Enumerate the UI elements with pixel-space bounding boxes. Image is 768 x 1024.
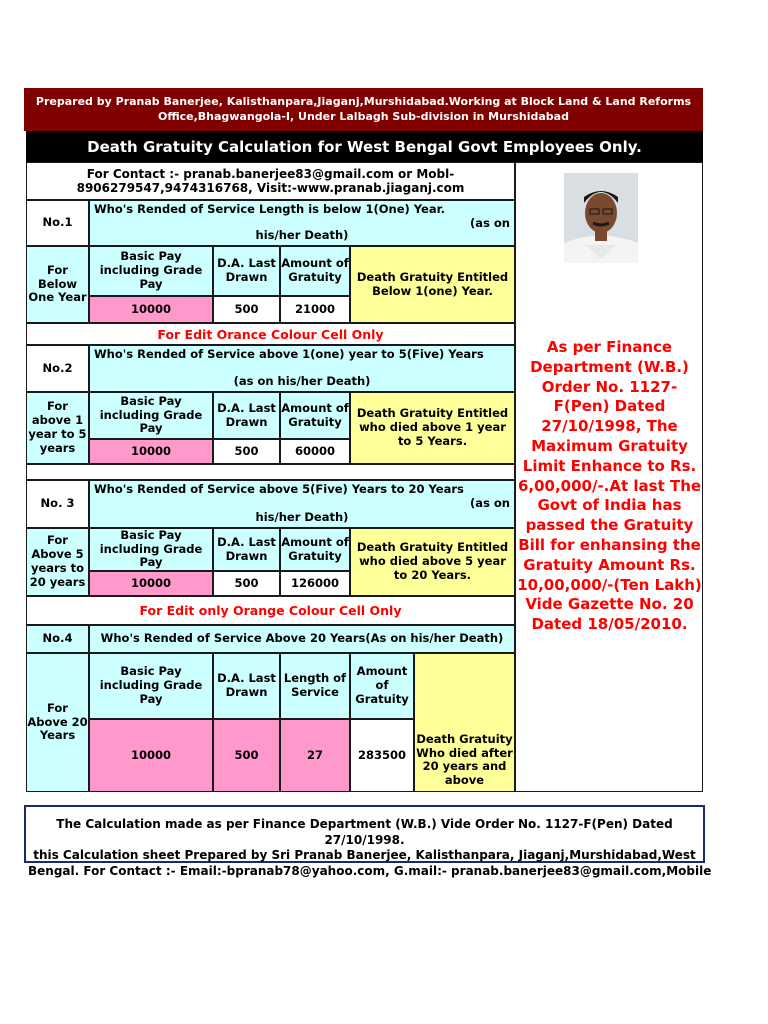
section3-basic-pay-value: 10000: [130, 575, 171, 590]
section2-amount-header: [280, 392, 350, 439]
spacer-row: [26, 464, 515, 480]
section1-basic-pay-header: [89, 246, 213, 296]
section1-entitled-text: Death Gratuity Entitled Below 1(one) Year.: [356, 269, 509, 298]
basic-pay-label: Basic Pay including Grade Pay: [99, 664, 203, 706]
title-text: Death Gratuity Calculation for West Bengal Govt Employees Only.: [87, 137, 642, 156]
da-label: D.A. Last Drawn: [217, 534, 276, 563]
section1-entitled: [350, 246, 515, 323]
section2-number-text: No.2: [42, 360, 73, 375]
section4-basic-pay-value: 10000: [130, 747, 171, 762]
da-label: D.A. Last Drawn: [217, 400, 276, 429]
section3-da-header: [213, 528, 280, 571]
section4-amount-text: 283500: [357, 747, 406, 762]
da-label: D.A. Last Drawn: [217, 256, 276, 284]
section1-number-text: No.1: [42, 215, 73, 230]
section4-length-input[interactable]: [280, 719, 350, 792]
contact-line-2: 8906279547,9474316768, Visit:-www.pranab.jiaganj.com: [76, 181, 465, 195]
finance-note-text: As per Finance Department (W.B.) Order No. 1127-F(Pen) Dated 27/10/1998, The Maximum Gratuity Limit Enhance to Rs. 6,00,000/-.At last The Govt of India has passed the Gratuity Bill for enhansing the Gratuity Amount Rs. 10,00,000/-(Ten Lakh) Vide Gazette No. 20 Dated 18/05/2010.: [517, 338, 702, 634]
section3-heading: [89, 480, 515, 528]
employee-photo: [564, 173, 638, 263]
section4-row-label: [26, 653, 89, 792]
section2-amount-value: [280, 439, 350, 464]
section2-basic-pay-input[interactable]: [89, 439, 213, 464]
section3-amount-value: [280, 571, 350, 596]
section1-row-label: [26, 246, 89, 323]
da-label: D.A. Last Drawn: [217, 671, 276, 699]
section1-heading-right: (as on: [470, 216, 510, 230]
section3-number-text: No. 3: [40, 496, 75, 511]
finance-note: [516, 338, 703, 634]
contact-line-1: For Contact :- pranab.banerjee83@gmail.com or Mobl-: [86, 166, 455, 181]
section4-entitled: [414, 653, 515, 792]
section1-heading-center: his/her Death): [255, 228, 349, 243]
section2-heading-center: (as on his/her Death): [233, 374, 371, 389]
section4-heading: [89, 625, 515, 653]
footer-line-2: this Calculation sheet Prepared by Sri Pranab Banerjee, Kalisthanpara, Jiaganj,Murshidabad,West: [33, 848, 696, 863]
section1-heading: [89, 200, 515, 246]
section4-basic-pay-header: [89, 653, 213, 719]
basic-pay-label: Basic Pay including Grade Pay: [99, 249, 203, 291]
section3-basic-pay-header: [89, 528, 213, 571]
section2-number: [26, 345, 89, 392]
section4-length-text: 27: [306, 747, 323, 762]
section2-amount-text: 60000: [294, 443, 335, 458]
page-title: [26, 131, 703, 162]
section4-row-label-text: For Above 20 Years: [27, 700, 88, 743]
footer-line-1: The Calculation made as per Finance Department (W.B.) Vide Order No. 1127-F(Pen) Dated 27/10/1998.: [56, 817, 673, 847]
section4-basic-pay-input[interactable]: [89, 719, 213, 792]
section3-entitled: [350, 528, 515, 596]
section1-amount-header: [280, 246, 350, 296]
section3-row-label-text: For Above 5 years to 20 years: [29, 533, 86, 589]
section2-heading: [89, 345, 515, 392]
section1-da-text: 500: [234, 301, 259, 316]
section4-da-text: 500: [234, 747, 259, 762]
edit-note-2-text: For Edit only Orange Colour Cell Only: [139, 603, 402, 618]
section1-basic-pay-value: 10000: [130, 301, 171, 316]
amount-label: Amount of Gratuity: [281, 256, 349, 284]
section4-amount-value: [350, 719, 414, 792]
section2-entitled-text: Death Gratuity Entitled who died above 1 year to 5 Years.: [356, 406, 509, 448]
basic-pay-label: Basic Pay including Grade Pay: [99, 393, 203, 436]
section4-da-header: [213, 653, 280, 719]
section2-basic-pay-header: [89, 392, 213, 439]
section4-heading-text: Who's Rended of Service Above 20 Years(As on his/her Death): [100, 631, 504, 646]
section2-entitled: [350, 392, 515, 464]
portrait-image: [564, 173, 638, 263]
section2-heading-text: Who's Rended of Service above 1(one) year to 5(Five) Years: [94, 347, 484, 361]
footer-note: [24, 805, 712, 878]
contact-info: [26, 162, 515, 200]
section3-amount-text: 126000: [290, 575, 339, 590]
section1-amount-text: 21000: [294, 301, 335, 316]
edit-note-2: [26, 596, 515, 625]
section1-da-value: [213, 296, 280, 323]
length-label: Length of Service: [283, 671, 347, 699]
section3-row-label: [26, 528, 89, 596]
section1-heading-text: Who's Rended of Service Length is below 1(One) Year.: [94, 202, 446, 216]
footer-line-3: Bengal. For Contact :- Email:-bpranab78@yahoo.com, G.mail:- pranab.banerjee83@gmail.com,Mobile: [28, 863, 712, 878]
edit-note-1-text: For Edit Orance Colour Cell Only: [157, 326, 384, 342]
prepared-by-banner: [24, 88, 703, 131]
amount-label: Amount of Gratuity: [281, 534, 349, 563]
edit-note-1: [26, 323, 515, 345]
section1-row-label-text: For Below One Year: [28, 262, 87, 305]
section3-heading-center: his/her Death): [255, 510, 349, 525]
section3-entitled-text: Death Gratuity Entitled who died above 5 year to 20 Years.: [356, 540, 509, 582]
section4-amount-header: [350, 653, 414, 719]
section4-length-header: [280, 653, 350, 719]
section3-heading-text: Who's Rended of Service above 5(Five) Years to 20 Years: [94, 482, 464, 496]
section4-number: [26, 625, 89, 653]
basic-pay-label: Basic Pay including Grade Pay: [99, 527, 203, 570]
section1-number: [26, 200, 89, 246]
section3-heading-right: (as on: [470, 496, 510, 510]
section3-number: [26, 480, 89, 528]
amount-label: Amount of Gratuity: [281, 400, 349, 429]
section2-da-text: 500: [234, 443, 259, 458]
section2-row-label: [26, 392, 89, 464]
section3-amount-header: [280, 528, 350, 571]
section1-basic-pay-input[interactable]: [89, 296, 213, 323]
section3-basic-pay-input[interactable]: [89, 571, 213, 596]
prepared-by-text: Prepared by Pranab Banerjee, Kalisthanpara,Jiaganj,Murshidabad.Working at Block Land & Land Reforms Office,Bhagwangola-I, Under Lalbagh Sub-division in Murshidabad: [35, 95, 692, 123]
amount-label: Amount of Gratuity: [355, 664, 409, 706]
section3-da-value: [213, 571, 280, 596]
section2-basic-pay-value: 10000: [130, 443, 171, 458]
section4-number-text: No.4: [42, 631, 73, 646]
section1-amount-value: [280, 296, 350, 323]
section1-da-header: [213, 246, 280, 296]
section3-da-text: 500: [234, 575, 259, 590]
section2-row-label-text: For above 1 year to 5 years: [28, 399, 87, 455]
section4-da-input[interactable]: [213, 719, 280, 792]
section2-da-value: [213, 439, 280, 464]
section2-da-header: [213, 392, 280, 439]
section4-entitled-text: Death Gratuity Who died after 20 years and above: [416, 731, 513, 788]
